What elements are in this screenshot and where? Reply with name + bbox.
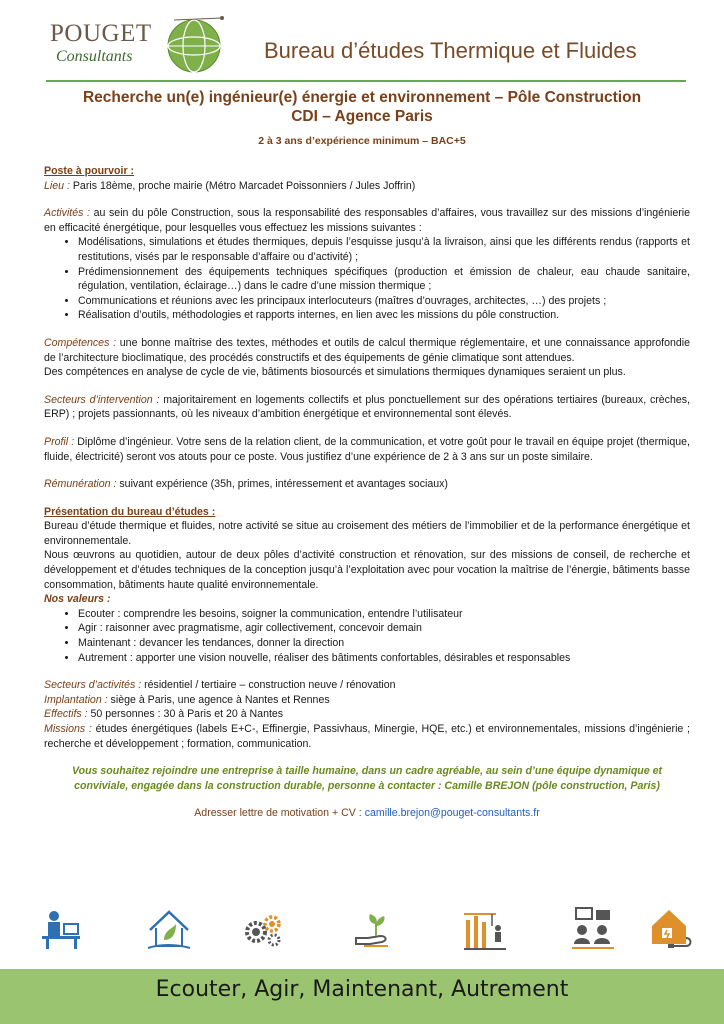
house-plug-icon	[648, 906, 694, 952]
bureau-p2: Nous œuvrons au quotidien, autour de deux pôles d’activité construction et rénovation, sur des missions de conseil, de recherche et développement et d’études techniques de la conception jusqu’à l’exploitation avec pour vocation la maîtrise de l’énergie, bâtiments basse consommation, bâtiments haute qualité environnementale.	[44, 549, 690, 591]
construction-worker-icon	[462, 906, 508, 952]
hand-plant-icon	[352, 906, 398, 952]
list-item: • Maintenant : devancer les tendances, donner la direction	[78, 636, 690, 651]
job-title-line1: Recherche un(e) ingénieur(e) énergie et environnement – Pôle Construction	[82, 89, 642, 106]
activites-text: au sein du pôle Construction, sous la responsabilité des responsables d’affaires, vous travaillez sur des missions d’ingénierie en efficacité énergétique, pour lesquelles vous effectuez les missions suivantes :	[44, 207, 690, 234]
secteurs-intervention-label: Secteurs d’intervention :	[44, 393, 160, 406]
missions-label: Missions :	[44, 723, 92, 735]
valeurs-label: Nos valeurs :	[44, 593, 111, 606]
activites-list	[44, 235, 690, 323]
missions-text: études énergétiques (labels E+C-, Effinergie, Passivhaus, Minergie, HQE, etc.) et environnementales, missions d’ingénierie ; recherche et développement ; formation, communication.	[44, 723, 690, 750]
lieu-label: Lieu :	[44, 179, 70, 192]
job-title-line2: CDI – Agence Paris	[291, 108, 433, 125]
effectifs-label: Effectifs :	[44, 708, 88, 721]
list-item: • Prédimensionnement des équipements techniques spécifiques (production et émission de chaleur, eau chaude sanitaire, régulation, ventilation, éclairage…) dans le cadre d’une mission thermique ;	[78, 265, 690, 294]
poste-heading: Poste à pourvoir :	[44, 165, 135, 177]
valeurs-list	[44, 607, 690, 665]
activites-label: Activités :	[44, 207, 90, 220]
profil-text: Diplôme d’ingénieur. Votre sens de la relation client, de la communication, et votre goût pour le travail en équipe projet (thermique, fluide, électricité) seront vos atouts pour ce poste. Vous justifiez d’une expérience de 2 à 3 ans sur un poste similaire.	[44, 435, 690, 463]
header-title: Bureau d’études Thermique et Fluides	[264, 38, 637, 63]
bureau-p1: Bureau d’étude thermique et fluides, notre activité se situe au croisement des métiers de l’immobilier et de la performance énergétique et environnementale.	[44, 520, 690, 547]
implantation-label: Implantation :	[44, 693, 108, 706]
competences-text2: Des compétences en analyse de cycle de vie, bâtiments biosourcés et simulations thermiques dynamiques seraient un plus.	[44, 366, 626, 379]
secteurs-activites-label: Secteurs d’activités :	[44, 679, 142, 692]
job-description	[44, 164, 690, 821]
closing-statement: Vous souhaitez rejoindre une entreprise à taille humaine, dans un cadre agréable, au sein d’une équipe dynamique et conviviale, engagée dans la construction durable, personne à contacter : Camille BREJON (pôle construction, Paris)	[71, 765, 663, 792]
logo-name: POUGET	[50, 20, 152, 47]
logo-sub: Consultants	[56, 48, 133, 65]
house-leaf-icon	[146, 906, 192, 952]
company-logo	[46, 14, 236, 76]
bureau-heading: Présentation du bureau d’études :	[44, 505, 216, 518]
list-item: • Autrement : apporter une vision nouvelle, réaliser des bâtiments confortables, désirables et responsables	[78, 651, 690, 666]
globe-icon	[164, 14, 224, 76]
job-subtitle: 2 à 3 ans d’expérience minimum – BAC+5	[258, 135, 466, 147]
meeting-icon	[570, 906, 616, 952]
competences-label: Compétences :	[44, 336, 117, 349]
contact-text: Adresser lettre de motivation + CV :	[194, 807, 365, 820]
person-at-desk-icon	[38, 906, 84, 952]
footer-motto: Ecouter, Agir, Maintenant, Autrement	[155, 977, 569, 1002]
list-item: • Communications et réunions avec les principaux interlocuteurs (maîtres d’ouvrages, architectes, …) des projets ;	[78, 294, 690, 309]
list-item: • Réalisation d’outils, méthodologies et rapports internes, en lien avec les missions du pôle construction.	[78, 308, 690, 323]
secteurs-intervention-text: majoritairement en logements collectifs et plus ponctuellement sur des opérations tertiaires (bureaux, crèches, ERP) ; projets passionnants, où les niveaux d’ambition énergétique et environnemental sont élevés.	[44, 393, 690, 421]
contact-line	[44, 806, 690, 821]
remuneration-text: suivant expérience (35h, primes, intéressement et avantages sociaux)	[116, 478, 448, 491]
remuneration-label: Rémunération :	[44, 478, 117, 491]
list-item: • Ecouter : comprendre les besoins, soigner la communication, entendre l’utilisateur	[78, 607, 690, 622]
implantation-text: siège à Paris, une agence à Nantes et Rennes	[107, 693, 330, 706]
lieu-text: Paris 18ème, proche mairie (Métro Marcadet Poissonniers / Jules Joffrin)	[69, 179, 416, 192]
list-item: • Agir : raisonner avec pragmatisme, agir collectivement, concevoir demain	[78, 621, 690, 636]
secteurs-activites-text: résidentiel / tertiaire – construction neuve / rénovation	[141, 679, 396, 692]
icons-row	[38, 906, 690, 954]
effectifs-text: 50 personnes : 30 à Paris et 20 à Nantes	[87, 708, 284, 721]
gears-icon	[240, 906, 286, 952]
list-item: • Modélisations, simulations et études thermiques, depuis l’esquisse jusqu’à la livraison, ainsi que les différents rendus (rapports et restitutions, visés par le responsable d’affaire ou d’activité) ;	[78, 235, 690, 264]
profil-label: Profil :	[44, 435, 75, 448]
header-divider	[46, 80, 686, 82]
competences-text: une bonne maîtrise des textes, méthodes et outils de calcul thermique réglementaire, et une connaissance approfondie de l’architecture bioclimatique, des procédés constructifs et des équipements de génie climatique sont attendues.	[44, 336, 690, 364]
job-title	[40, 88, 684, 126]
contact-email-link[interactable]: camille.brejon@pouget-consultants.fr	[364, 807, 540, 820]
